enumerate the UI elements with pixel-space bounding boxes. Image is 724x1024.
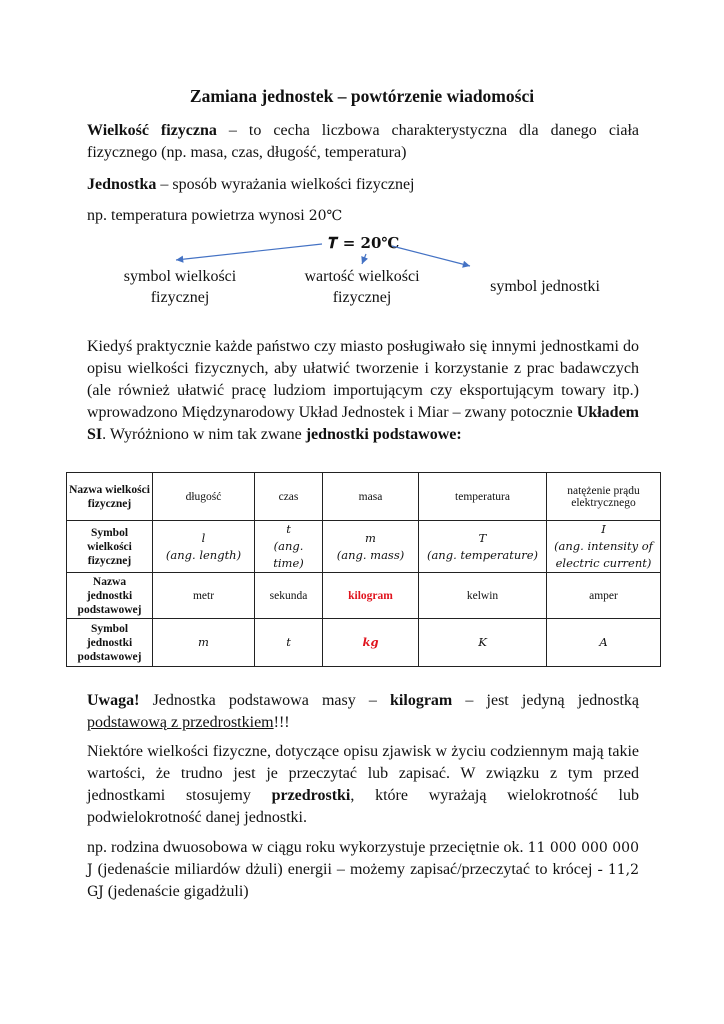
table-cell: czas: [255, 473, 323, 521]
table-cell: [323, 521, 419, 573]
energy-value: 11 000 000 000 J: [87, 840, 639, 878]
note-bold: kilogram: [390, 692, 453, 709]
note-end: !!!: [273, 714, 290, 731]
note-lead: Uwaga!: [87, 692, 140, 709]
page-title: Zamiana jednostek – powtórzenie wiadomości: [189, 86, 535, 106]
quantity-english: (ang. temperature): [426, 547, 539, 562]
table-cell: K: [419, 619, 547, 667]
definition-physical-quantity: [87, 120, 639, 164]
table-cell: t: [255, 619, 323, 667]
quantity-symbol: l: [201, 530, 206, 545]
definition-term: Wielkość fizyczna: [87, 122, 217, 139]
table-cell: natężenie prądu elektrycznego: [547, 473, 661, 521]
energy-value-short: 11,2 GJ: [87, 862, 639, 900]
definition-unit: [87, 174, 639, 196]
table-cell: sekunda: [255, 573, 323, 619]
table-cell: m: [153, 619, 255, 667]
row-header: Nazwa jednostki podstawowej: [67, 573, 153, 619]
table-cell: temperatura: [419, 473, 547, 521]
temperature-example: [87, 205, 639, 227]
example-text: (jedenaście gigadżuli): [103, 883, 249, 900]
table-cell-highlight: kilogram: [323, 573, 419, 619]
table-cell: amper: [547, 573, 661, 619]
label-unit-symbol: symbol jednostki: [490, 278, 600, 295]
si-text-mid: . Wyróżniono w nim tak zwane: [102, 426, 306, 443]
table-cell: [547, 521, 661, 573]
table-row: [67, 573, 661, 619]
table-cell: A: [547, 619, 661, 667]
si-units-table: [66, 472, 661, 667]
quantity-symbol: t: [286, 522, 291, 536]
quantity-symbol: I: [601, 522, 606, 536]
table-row: [67, 619, 661, 667]
row-header: Nazwa wielkości fizycznej: [67, 473, 153, 521]
table-cell: [419, 521, 547, 573]
table-cell: metr: [153, 573, 255, 619]
note-underlined: podstawową z przedrostkiem: [87, 714, 274, 731]
definition-term: Jednostka: [87, 176, 157, 193]
formula: 𝑻 = 𝟐𝟎℃: [328, 234, 400, 252]
note-paragraph: [87, 690, 639, 734]
definition-text: – to cecha liczbowa charakterystyczna dla danego ciała fizycznego (np. masa, czas, długość, temperatura): [87, 122, 640, 161]
si-bold: Układem SI: [87, 404, 639, 443]
quantity-english: (ang. time): [273, 539, 304, 570]
arrow-to-unit: [392, 246, 470, 266]
label-quantity-value: wartość wielkości fizycznej: [304, 268, 420, 306]
quantity-english: (ang. intensity of electric current): [554, 539, 653, 570]
row-header: Symbol jednostki podstawowej: [67, 619, 153, 667]
si-text: Kiedyś praktycznie każde państwo czy miasto posługiwało się innymi jednostkami do opisu wielkości fizycznych, aby ułatwić tworzenie i korzystanie z prac badawczych (ale również ułatwić pracę ludziom importującym czy eksportującym towary itp.) wprowadzono Międzynarodowy Układ Jednostek i Miar – zwany potocznie: [87, 338, 639, 421]
arrow-to-symbol: [176, 244, 322, 260]
table-cell: kelwin: [419, 573, 547, 619]
quantity-symbol: T: [478, 530, 487, 545]
note-text: – jest jedyną jednostką: [452, 692, 640, 709]
si-paragraph: [87, 336, 639, 446]
prefix-paragraph: [87, 741, 639, 829]
table-cell: masa: [323, 473, 419, 521]
prefix-text: Niektóre wielkości fizyczne, dotyczące opisu zjawisk w życiu codziennym mają takie wartości, że trudno jest je przeczytać lub zapisać. W związku z tym przed jednostkami stosujemy: [87, 743, 639, 804]
table-cell: [255, 521, 323, 573]
table-row: [67, 473, 661, 521]
row-header: Symbol wielkości fizycznej: [67, 521, 153, 573]
example-text: (jedenaście miliardów dżuli) energii – możemy zapisać/przeczytać to krócej -: [92, 861, 608, 878]
prefix-text: , które wyrażają wielokrotność lub podwielokrotność danej jednostki.: [87, 787, 639, 826]
arrow-to-value: [362, 254, 366, 264]
quantity-english: (ang. length): [165, 547, 242, 562]
table-cell: [153, 521, 255, 573]
table-cell: długość: [153, 473, 255, 521]
note-text: Jednostka podstawowa masy –: [139, 692, 391, 709]
definition-text: – sposób wyrażania wielkości fizycznej: [156, 176, 415, 193]
quantity-symbol: m: [365, 530, 376, 545]
prefix-bold: przedrostki: [271, 787, 351, 804]
label-quantity-symbol: symbol wielkości fizycznej: [123, 268, 237, 306]
example-text: np. temperatura powietrza wynosi: [87, 207, 309, 224]
si-bold-base-units: jednostki podstawowe:: [305, 426, 462, 443]
table-cell-highlight: kg: [323, 619, 419, 667]
quantity-english: (ang. mass): [336, 547, 405, 562]
table-row: [67, 521, 661, 573]
example-text: np. rodzina dwuosobowa w ciągu roku wykorzystuje przeciętnie ok.: [87, 839, 528, 856]
example-value: 20℃: [308, 208, 343, 224]
energy-example-paragraph: [87, 837, 639, 903]
